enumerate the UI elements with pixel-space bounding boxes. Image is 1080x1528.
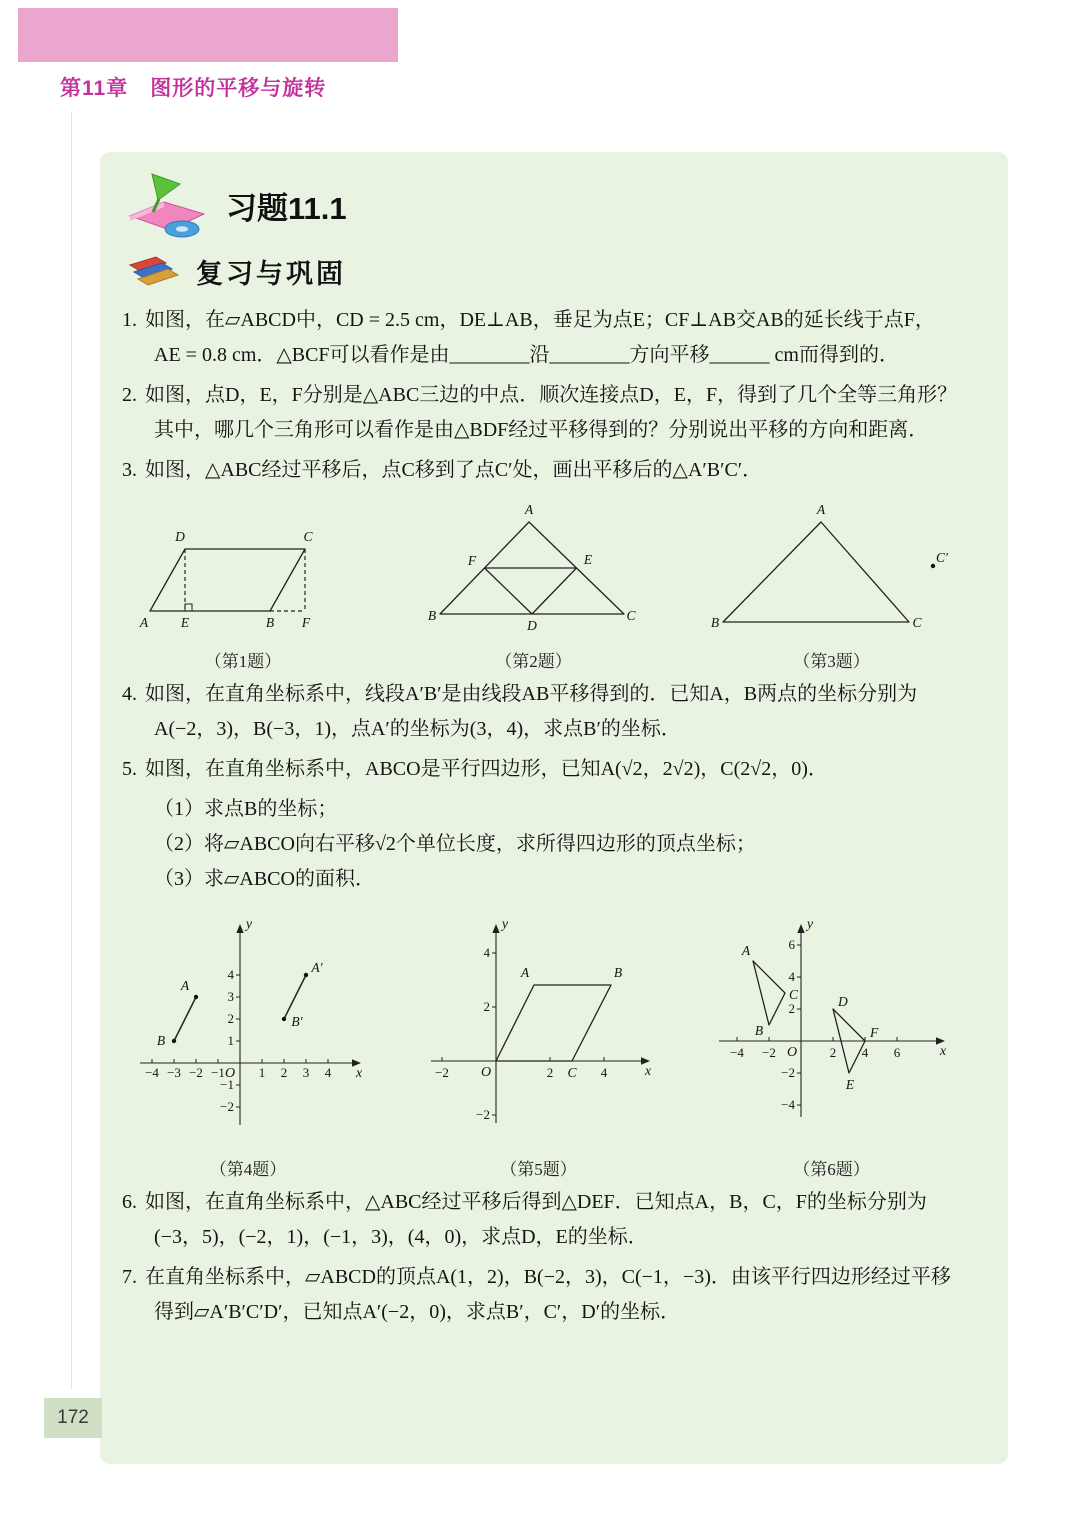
fig6-axes bbox=[719, 924, 945, 1117]
fig4-tick: 3 bbox=[302, 1065, 310, 1080]
fig3-label-B: B bbox=[710, 615, 720, 630]
problem-2 bbox=[122, 378, 960, 448]
fig4-tick: 3 bbox=[227, 989, 234, 1004]
fig5-origin-label: O bbox=[480, 1065, 492, 1080]
fig4-label-B: B bbox=[156, 1033, 166, 1048]
fig2-label-E: E bbox=[583, 552, 593, 567]
fig1-label-C: C bbox=[303, 529, 313, 544]
margin-divider-line bbox=[71, 112, 72, 1390]
exercise-panel bbox=[100, 152, 1008, 1464]
fig5-tick: 2 bbox=[546, 1065, 554, 1080]
problem-2-text: 如图，点D，E，F分别是△ABC三边的中点．顺次连接点D，E，F，得到了几个全等三角形？其中，哪几个三角形可以看作是由△BDF经过平移得到的？分别说出平移的方向和距离． bbox=[145, 384, 958, 441]
fig4-label-A-prime: A′ bbox=[311, 960, 323, 975]
figure-3-diagram bbox=[709, 502, 954, 635]
problem-4-text: 如图，在直角坐标系中，线段A′B′是由线段AB平移得到的．已知A，B两点的坐标分别为A(−2，3)，B(−3，1)，点A′的坐标为(3，4)，求点B′的坐标． bbox=[145, 683, 918, 740]
fig3-label-C-prime: C′ bbox=[936, 550, 948, 565]
figure-3 bbox=[709, 502, 954, 672]
fig6-label-E: E bbox=[845, 1077, 855, 1092]
fig5-y-axis-label: y bbox=[501, 917, 509, 932]
fig4-tick: 1 bbox=[258, 1065, 266, 1080]
exercise-title: 习题11.1 bbox=[226, 190, 347, 226]
fig5-tick: −2 bbox=[435, 1065, 449, 1080]
fig4-tick: 4 bbox=[324, 1065, 332, 1080]
problem-1 bbox=[122, 303, 960, 373]
figure-6-diagram bbox=[709, 911, 954, 1143]
fig3-label-C: C bbox=[912, 615, 922, 630]
problem-1-text: 如图，在▱ABCD中，CD = 2.5 cm，DE⊥AB，垂足为点E；CF⊥AB交AB的延长线于点F，AE = 0.8 cm．△BCF可以看作是由________沿________方向平移______ cm而得到的． bbox=[145, 309, 935, 366]
figure-1-diagram bbox=[128, 509, 358, 635]
fig4-tick: −1 bbox=[211, 1065, 225, 1080]
fig4-tick: 4 bbox=[227, 967, 234, 982]
page-number: 172 bbox=[44, 1398, 102, 1438]
fig6-tick: −2 bbox=[762, 1045, 776, 1060]
figure-4-caption: （第4题） bbox=[209, 1160, 287, 1179]
fig5-label-B: B bbox=[613, 965, 623, 980]
fig6-label-F: F bbox=[870, 1025, 879, 1040]
exercise-title-row bbox=[124, 170, 960, 240]
fig4-tick: −2 bbox=[220, 1099, 234, 1114]
problem-2-number: 2. bbox=[122, 384, 137, 406]
fig5-tick: −2 bbox=[476, 1107, 490, 1122]
fig6-tick: −2 bbox=[781, 1065, 795, 1080]
problem-3-number: 3. bbox=[122, 459, 137, 481]
fig5-tick: 4 bbox=[600, 1065, 608, 1080]
fig6-tick: 2 bbox=[788, 1001, 795, 1016]
fig5-label-C: C bbox=[567, 1065, 577, 1080]
fig4-x-axis-label: x bbox=[355, 1066, 363, 1081]
figure-4-diagram bbox=[128, 911, 368, 1143]
problem-5 bbox=[122, 752, 960, 787]
fig6-label-D: D bbox=[838, 994, 848, 1009]
books-icon bbox=[126, 253, 182, 291]
fig6-label-A: A bbox=[741, 943, 751, 958]
fig4-tick: 2 bbox=[280, 1065, 288, 1080]
fig5-label-A: A bbox=[520, 965, 530, 980]
figure-row-2 bbox=[128, 911, 954, 1180]
problem-3 bbox=[122, 453, 960, 488]
fig6-tick: 6 bbox=[893, 1045, 901, 1060]
figure-5 bbox=[421, 911, 656, 1180]
fig2-shape bbox=[440, 522, 624, 614]
fig4-y-axis-label: y bbox=[245, 917, 253, 932]
review-section-heading bbox=[126, 252, 960, 291]
fig6-tick: −4 bbox=[781, 1097, 795, 1112]
fig6-tick: 6 bbox=[788, 937, 795, 952]
review-heading-text: 复习与巩固 bbox=[196, 259, 346, 289]
chapter-color-band bbox=[18, 8, 398, 62]
problem-7 bbox=[122, 1260, 960, 1330]
fig6-tick: 4 bbox=[861, 1045, 869, 1060]
problem-5-number: 5. bbox=[122, 758, 137, 780]
lamp-book-icon bbox=[124, 170, 208, 240]
fig1-label-E: E bbox=[180, 615, 190, 630]
fig6-tick: 2 bbox=[829, 1045, 837, 1060]
fig4-tick: 2 bbox=[227, 1011, 234, 1026]
problem-7-text: 在直角坐标系中，▱ABCD的顶点A(1，2)，B(−2，3)，C(−1，−3)．由该平行四边形经过平移得到▱A′B′C′D′，已知点A′(−2，0)，求点B′，C′，D′的坐标． bbox=[145, 1266, 951, 1323]
problem-4 bbox=[122, 677, 960, 747]
figure-2-caption: （第2题） bbox=[495, 652, 572, 671]
problem-5-sub-3: （3）求▱ABCO的面积． bbox=[154, 868, 375, 890]
problem-list bbox=[122, 303, 960, 1330]
fig6-tick: 4 bbox=[788, 969, 795, 984]
fig6-origin-label: O bbox=[786, 1045, 798, 1060]
fig3-label-A: A bbox=[816, 502, 826, 517]
fig1-label-A: A bbox=[139, 615, 149, 630]
fig2-label-B: B bbox=[427, 608, 437, 623]
figure-4 bbox=[128, 911, 368, 1180]
fig4-tick: −4 bbox=[145, 1065, 159, 1080]
problem-1-number: 1. bbox=[122, 309, 137, 331]
fig4-tick: 1 bbox=[227, 1033, 234, 1048]
fig5-tick: 2 bbox=[483, 999, 490, 1014]
figure-1-caption: （第1题） bbox=[204, 652, 282, 671]
fig6-tick: −4 bbox=[730, 1045, 744, 1060]
fig6-y-axis-label: y bbox=[806, 917, 814, 932]
fig2-label-D: D bbox=[527, 618, 537, 633]
problem-5-sub-2: （2）将▱ABCO向右平移√2个单位长度，求所得四边形的顶点坐标； bbox=[154, 833, 756, 855]
figure-5-diagram bbox=[421, 911, 656, 1143]
fig1-label-F: F bbox=[301, 615, 311, 630]
fig6-label-B: B bbox=[754, 1023, 764, 1038]
fig1-shape bbox=[150, 549, 305, 611]
figure-3-caption: （第3题） bbox=[793, 652, 870, 671]
fig4-label-B-prime: B′ bbox=[291, 1014, 303, 1029]
fig2-label-C: C bbox=[626, 608, 636, 623]
problem-4-number: 4. bbox=[122, 683, 137, 705]
fig1-label-B: B bbox=[265, 615, 275, 630]
figure-5-caption: （第5题） bbox=[500, 1160, 577, 1179]
problem-7-number: 7. bbox=[122, 1266, 137, 1288]
fig4-origin-label: O bbox=[224, 1066, 236, 1081]
fig1-label-D: D bbox=[175, 529, 185, 544]
fig5-tick: 4 bbox=[483, 945, 490, 960]
figure-6 bbox=[709, 911, 954, 1180]
fig5-x-axis-label: x bbox=[644, 1064, 652, 1079]
fig2-label-F: F bbox=[467, 553, 477, 568]
figure-1 bbox=[128, 509, 358, 672]
fig4-tick: −2 bbox=[189, 1065, 203, 1080]
problem-5-sub-1: （1）求点B的坐标； bbox=[154, 798, 338, 820]
fig3-shape bbox=[723, 522, 935, 622]
figure-6-caption: （第6题） bbox=[793, 1160, 870, 1179]
fig5-shape bbox=[496, 985, 611, 1061]
fig5-axes bbox=[431, 924, 650, 1123]
problem-6 bbox=[122, 1185, 960, 1255]
fig2-label-A: A bbox=[524, 502, 534, 517]
figure-2-diagram bbox=[426, 502, 641, 635]
figure-row-1 bbox=[128, 502, 954, 672]
fig4-tick: −3 bbox=[167, 1065, 181, 1080]
problem-6-number: 6. bbox=[122, 1191, 137, 1213]
problem-5-text: 如图，在直角坐标系中，ABCO是平行四边形，已知A(√2，2√2)，C(2√2，0)． bbox=[145, 758, 828, 780]
problem-6-text: 如图，在直角坐标系中，△ABC经过平移后得到△DEF．已知点A，B，C，F的坐标分别为(−3，5)，(−2，1)，(−1，3)，(4，0)，求点D，E的坐标． bbox=[145, 1191, 927, 1248]
problem-3-text: 如图，△ABC经过平移后，点C移到了点C′处，画出平移后的△A′B′C′． bbox=[145, 459, 763, 481]
fig4-axes bbox=[140, 924, 361, 1125]
fig6-label-C: C bbox=[789, 987, 799, 1002]
chapter-title: 第11章 图形的平移与旋转 bbox=[60, 77, 327, 100]
fig4-label-A: A bbox=[180, 978, 190, 993]
fig4-tick: −1 bbox=[220, 1077, 234, 1092]
figure-2 bbox=[426, 502, 641, 672]
fig6-x-axis-label: x bbox=[939, 1044, 947, 1059]
